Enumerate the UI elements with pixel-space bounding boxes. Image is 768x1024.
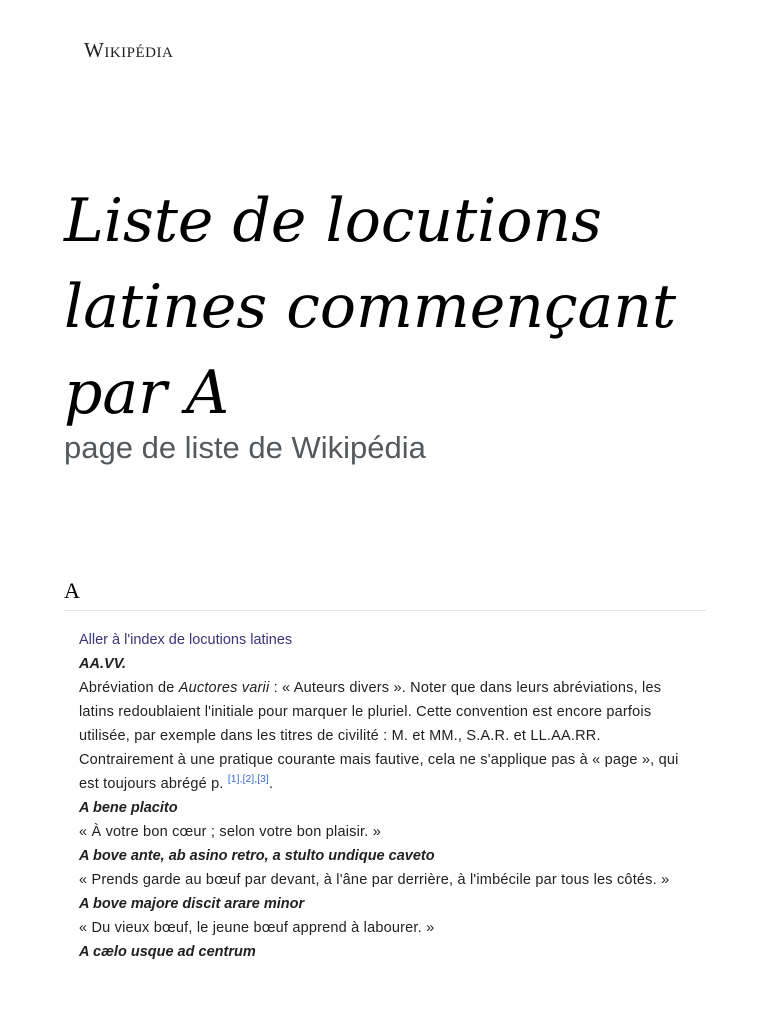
section-heading-a: A bbox=[64, 578, 706, 611]
entry-term: AA.VV. bbox=[79, 656, 127, 672]
reference-separator: , bbox=[254, 774, 258, 786]
reference-separator: , bbox=[239, 774, 243, 786]
reference-link-3[interactable]: [3] bbox=[257, 774, 270, 786]
reference-link-2[interactable]: [2] bbox=[242, 774, 255, 786]
wikipedia-logo[interactable]: Wikipédia bbox=[84, 38, 174, 62]
definition-italic-text: Auctores varii bbox=[178, 680, 270, 696]
entry-term: A cælo usque ad centrum bbox=[79, 944, 256, 960]
entry-term: A bove ante, ab asino retro, a stulto undique caveto bbox=[79, 848, 435, 864]
article-content bbox=[79, 628, 699, 964]
definition-text: : « Auteurs divers ». Noter que dans leurs abréviations, les latins redoublaient l'initiale pour marquer le pluriel. Cette convention est encore parfois utilisée, par exemple dans les titres de civilité : M. et MM., S.A.R. et LL.AA.RR. Contrairement à une pratique courante mais fautive, cela ne s'applique pas à « page », qui est toujours abrégé p. bbox=[79, 680, 679, 792]
index-link[interactable]: Aller à l'index de locutions latines bbox=[79, 632, 293, 648]
definition-end: . bbox=[269, 776, 274, 792]
definition-text: Abréviation de bbox=[79, 680, 179, 696]
entry-term: A bene placito bbox=[79, 800, 178, 816]
entry-definition: « À votre bon cœur ; selon votre bon plaisir. » bbox=[79, 824, 381, 840]
page-title: Liste de locutions latines commençant par A bbox=[64, 186, 677, 428]
entry-definition: « Prends garde au bœuf par devant, à l'âne par derrière, à l'imbécile par tous les côtés. » bbox=[79, 872, 670, 888]
reference-link-1[interactable]: [1] bbox=[227, 774, 240, 786]
reference-group bbox=[228, 774, 269, 785]
page-subtitle: page de liste de Wikipédia bbox=[64, 430, 426, 465]
entry-term: A bove majore discit arare minor bbox=[79, 896, 305, 912]
entry-definition: « Du vieux bœuf, le jeune bœuf apprend à labourer. » bbox=[79, 920, 435, 936]
entry-definition bbox=[79, 676, 699, 796]
